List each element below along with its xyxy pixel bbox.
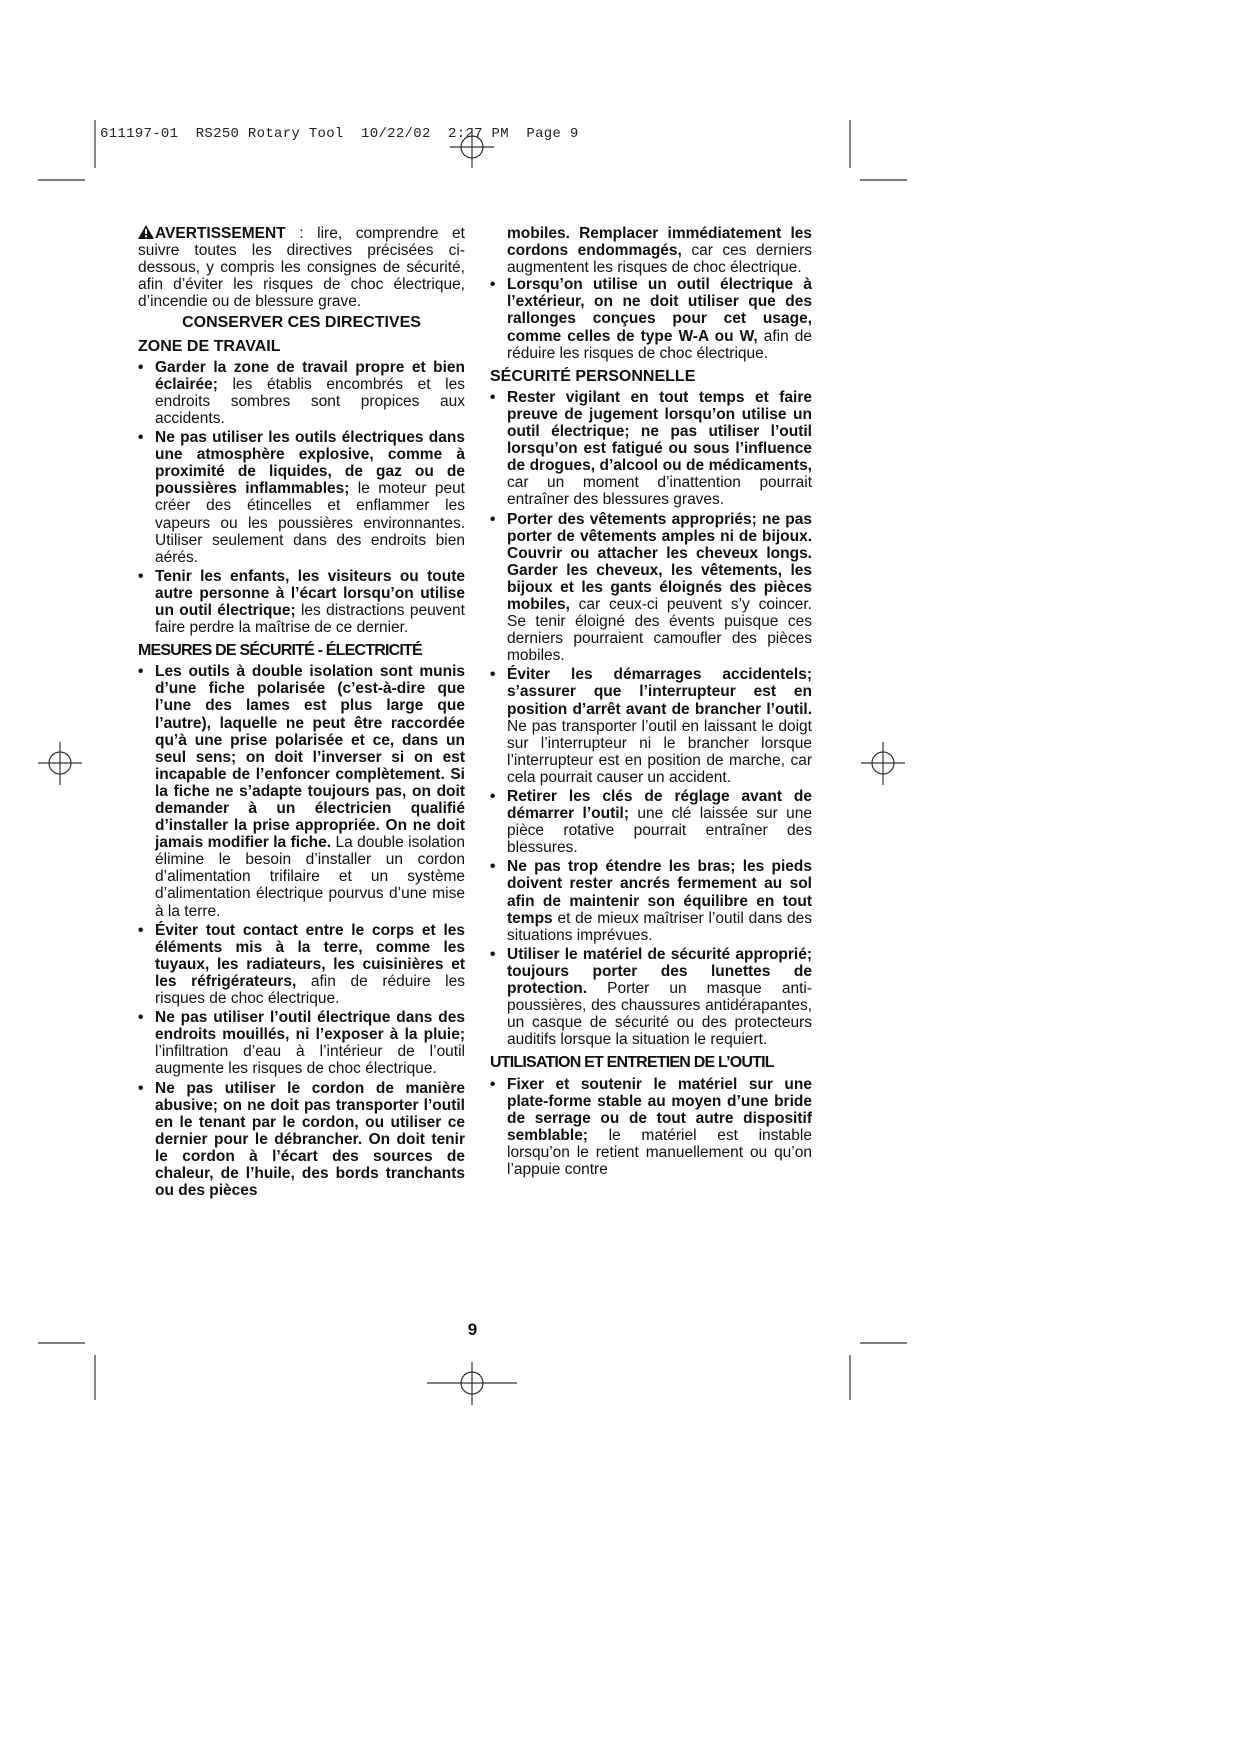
list-item: • Lorsqu’on utilise un outil électrique à l’extérieur, on ne doit utiliser que des rallonges conçues pour cet usage, comme celles de type W-A ou W, afin de réduire les risques de choc électrique.: [490, 276, 812, 362]
personal-safety-list: [490, 389, 812, 1049]
registration-mark-right: [861, 742, 905, 785]
bullet-icon: •: [138, 663, 144, 681]
warning-triangle-icon: [138, 225, 154, 239]
list-item: • Ne pas trop étendre les bras; les pieds doivent rester ancrés fermement au sol afin de maintenir son équilibre en tout temps et de mieux maîtriser l’outil dans des situations imprévues.: [490, 858, 812, 944]
print-slug: 611197-01 RS250 Rotary Tool 10/22/02 2:27 PM Page 9: [100, 126, 579, 142]
bullet-icon: •: [490, 788, 496, 805]
list-item: • Éviter tout contact entre le corps et les éléments mis à la terre, comme les tuyaux, les radiateurs, les cuisinières et les réfrigérateurs, afin de réduire les risques de choc électrique.: [138, 921, 465, 1008]
work-area-heading: ZONE DE TRAVAIL: [138, 337, 281, 355]
list-item: • Porter des vêtements appropriés; ne pas porter de vêtements amples ni de bijoux. Couvrir ou attacher les cheveux longs. Garder les cheveux, les vêtements, les bijoux et les gants éloignés des pièces mobiles, car ceux-ci peuvent s’y coincer. Se tenir éloigné des évents puisque ces derniers pourraient camoufler des pièces mobiles.: [490, 510, 812, 665]
warning-text: : lire, comprendre et suivre toutes les directives précisées ci-dessous, y compris les consignes de sécurité, afin d’éviter les risques de choc électrique, d’incendie ou de blessure grave.: [138, 225, 465, 311]
page-number: 9: [467, 1320, 478, 1339]
warning-label: AVERTISSEMENT: [155, 225, 286, 242]
bullet-icon: •: [490, 858, 496, 876]
electric-safety-list: [138, 663, 465, 1199]
bullet-icon: •: [490, 276, 496, 294]
bullet-icon: •: [490, 388, 496, 406]
list-item: • Éviter les démarrages accidentels; s’assurer que l’interrupteur est en position d’arrêt avant de brancher l’outil. Ne pas transporter l’outil en laissant le doigt sur l’interrupteur ni le brancher lorsque l’interrupteur est en position de marche, car cela pourrait causer un accident.: [490, 666, 812, 786]
bullet-icon: •: [138, 921, 144, 939]
list-item: • Ne pas utiliser l’outil électrique dans des endroits mouillés, ni l’exposer à la pluie; l’infiltration d’eau à l’intérieur de l’outil augmente les risques de choc électrique.: [138, 1009, 465, 1078]
left-column: [138, 225, 465, 1201]
list-item: • Rester vigilant en tout temps et faire preuve de jugement lorsqu’on utilise un outil électrique; ne pas utiliser l’outil lorsqu’on est fatigué ou sous l’influence de drogues, d’alcool ou de médicaments, car un moment d’inattention pourrait entraîner des blessures graves.: [490, 388, 812, 509]
work-area-list: [138, 359, 465, 637]
bullet-icon: •: [138, 1079, 144, 1097]
tool-use-heading: UTILISATION ET ENTRETIEN DE L’OUTIL: [490, 1054, 774, 1072]
continued-item: mobiles. Remplacer immédiatement les cordons endommagés, car ces derniers augmentent les risques de choc électrique.: [507, 225, 812, 277]
tool-use-list: [490, 1076, 812, 1179]
electric-safety-heading: MESURES DE SÉCURITÉ - ÉLECTRICITÉ: [138, 642, 422, 660]
list-item: • Garder la zone de travail propre et bien éclairée; les établis encombrés et les endroits sombres sont propices aux accidents.: [138, 358, 465, 427]
list-item: • Tenir les enfants, les visiteurs ou toute autre personne à l’écart lorsqu’on utilise un outil électrique; les distractions peuvent faire perdre la maîtrise de ce dernier.: [138, 567, 465, 637]
bullet-icon: •: [138, 429, 144, 447]
bullet-icon: •: [490, 945, 496, 963]
keep-directives-heading: CONSERVER CES DIRECTIVES: [182, 314, 421, 332]
list-item: • Retirer les clés de réglage avant de démarrer l’outil; une clé laissée sur une pièce rotative pourrait entraîner des blessures.: [490, 788, 812, 857]
list-item: • Ne pas utiliser les outils électriques dans une atmosphère explosive, comme à proximité de liquides, de gaz ou de poussières inflammables; le moteur peut créer des étincelles et enflammer les vapeurs ou les poussières environnantes. Utiliser seulement dans des endroits bien aérés.: [138, 429, 465, 566]
list-item: • Les outils à double isolation sont munis d’une fiche polarisée (c’est-à-dire que l’une des lames est plus large que l’autre), laquelle ne peut être raccordée qu’à une prise polarisée et ce, dans un seul sens; on doit l’inverser si on est incapable de l’enfoncer complètement. Si la fiche ne s’adapte toujours pas, on doit demander à un électricien qualifié d’installer la prise appropriée. On ne doit jamais modifier la fiche. La double isolation élimine le besoin d’installer un cordon d’alimentation trifilaire et un système d’alimentation électrique pourvus d’une mise à la terre.: [138, 663, 465, 920]
list-item: • Ne pas utiliser le cordon de manière abusive; on ne doit pas transporter l’outil en le tenant par le cordon, ou utiliser ce dernier pour le débrancher. On doit tenir le cordon à l’écart des sources de chaleur, de l’huile, des bords tranchants ou des pièces: [138, 1079, 465, 1200]
electric-safety-list-continued: [490, 276, 812, 361]
bullet-icon: •: [490, 1075, 496, 1093]
warning-paragraph: [138, 225, 465, 310]
bullet-icon: •: [138, 358, 144, 376]
right-column: [490, 225, 812, 1180]
list-item: • Utiliser le matériel de sécurité approprié; toujours porter des lunettes de protection. Porter un masque anti-poussières, des chaussures antidérapantes, un casque de sécurité ou des protecteurs auditifs lorsque la situation le requiert.: [490, 945, 812, 1049]
bullet-icon: •: [138, 1009, 144, 1027]
bullet-icon: •: [490, 666, 496, 684]
bullet-icon: •: [490, 510, 496, 528]
registration-mark-bottom: [427, 1362, 517, 1405]
list-item: • Fixer et soutenir le matériel sur une plate-forme stable au moyen d’une bride de serrage ou de tout autre dispositif semblable; le matériel est instable lorsqu’on le retient manuellement ou qu’on l’appuie contre: [490, 1075, 812, 1178]
personal-safety-heading: SÉCURITÉ PERSONNELLE: [490, 367, 696, 385]
registration-mark-top: [450, 128, 494, 168]
bullet-icon: •: [138, 567, 144, 585]
registration-mark-left: [38, 742, 82, 785]
